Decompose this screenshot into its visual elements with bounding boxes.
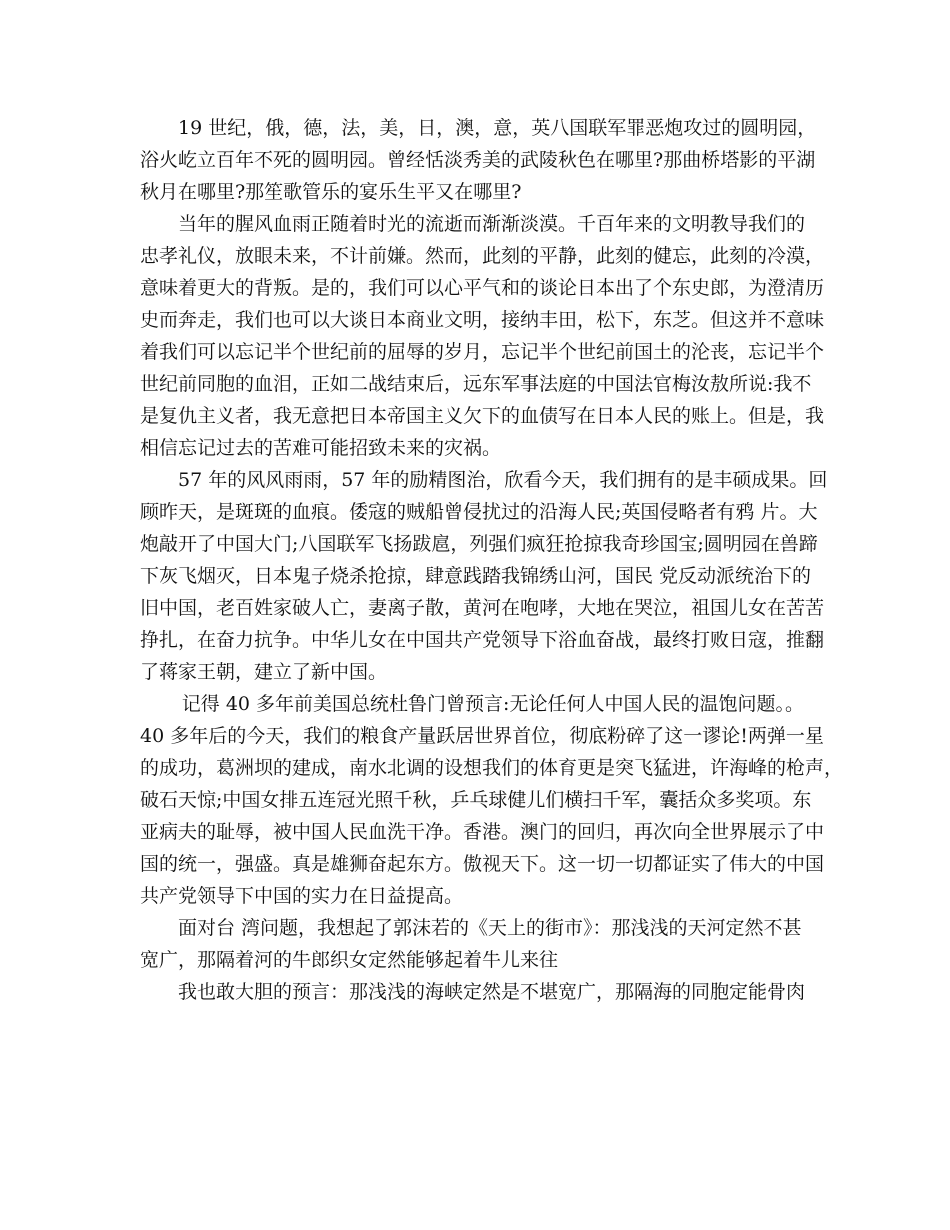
text-line: 史而奔走，我们也可以大谈日本商业文明，接纳丰田，松下，东芝。但这并不意味: [140, 309, 825, 331]
paragraph: [140, 112, 816, 208]
text-line: 40 多年后的今天，我们的粮食产量跃居世界首位，彻底粉碎了这一谬论!两弹一星: [140, 725, 824, 747]
text-line: 宽广，那隔着河的牛郎织女定然能够起着牛儿来往: [140, 949, 559, 971]
text-line: 记得 40 多年前美国总统杜鲁门曾预言:无论任何人中国人民的温饱问题。。: [181, 693, 804, 715]
paragraph: [140, 208, 825, 464]
text-line: 的成功，葛洲坝的建成，南水北调的设想我们的体育更是突飞猛进，许海峰的枪声，: [140, 757, 844, 779]
text-line: 下灰飞烟灭，日本鬼子烧杀抢掠，肆意践踏我锦绣山河，国民 党反动派统治下的: [140, 565, 812, 587]
paragraph: [140, 464, 828, 688]
text-line: 顾昨天，是斑斑的血痕。倭寇的贼船曾侵扰过的沿海人民;英国侵略者有鸦 片。大: [140, 501, 818, 523]
paragraph: [140, 912, 816, 976]
paragraph: [140, 688, 844, 912]
text-line: 19 世纪，俄，德，法，美，日，澳，意，英八国联军罪恶炮攻过的圆明园，: [178, 117, 817, 139]
text-line: 着我们可以忘记半个世纪前的屈辱的岁月，忘记半个世纪前国土的沦丧，忘记半个: [140, 341, 825, 363]
text-line: 秋月在哪里?那笙歌管乐的宴乐生平又在哪里?: [140, 181, 522, 203]
text-line: 忠孝礼仪，放眼未来，不计前嫌。然而，此刻的平静，此刻的健忘，此刻的冷漠，: [140, 245, 825, 267]
text-line: 世纪前同胞的血泪，正如二战结束后，远东军事法庭的中国法官梅汝敖所说:我不: [140, 373, 812, 395]
text-line: 是复仇主义者，我无意把日本帝国主义欠下的血债写在日本人民的账上。但是，我: [140, 405, 825, 427]
text-line: 浴火屹立百年不死的圆明园。曾经恬淡秀美的武陵秋色在哪里?那曲桥塔影的平湖: [140, 149, 816, 171]
text-line: 意味着更大的背叛。是的，我们可以心平气和的谈论日本出了个东史郎，为澄清历: [140, 277, 825, 299]
text-line: 我也敢大胆的预言：那浅浅的海峡定然是不堪宽广，那隔海的同胞定能骨肉: [178, 981, 806, 1003]
text-line: 炮敲开了中国大门;八国联军飞扬跋扈，列强们疯狂抢掠我奇珍国宝;圆明园在兽蹄: [140, 533, 818, 555]
text-line: 旧中国，老百姓家破人亡，妻离子散，黄河在咆哮，大地在哭泣，祖国儿女在苦苦: [140, 597, 825, 619]
text-line: 面对台 湾问题，我想起了郭沫若的《天上的街市》：那浅浅的天河定然不甚: [178, 917, 802, 939]
paragraph: [140, 976, 816, 1008]
document-body: [140, 112, 844, 1008]
text-line: 亚病夫的耻辱，被中国人民血洗干净。香港。澳门的回归，再次向全世界展示了中: [140, 821, 825, 843]
text-line: 相信忘记过去的苦难可能招致未来的灾祸。: [140, 437, 502, 459]
text-line: 破石天惊;中国女排五连冠光照千秋，乒乓球健儿们横扫千军，囊括众多奖项。东: [140, 789, 812, 811]
text-line: 共产党领导下中国的实力在日益提高。: [140, 885, 464, 907]
text-line: 57 年的风风雨雨，57 年的励精图治，欣看今天，我们拥有的是丰硕成果。回: [178, 469, 828, 491]
text-line: 当年的腥风血雨正随着时光的流逝而渐渐淡漠。千百年来的文明教导我们的: [178, 213, 806, 235]
text-line: 国的统一，强盛。真是雄狮奋起东方。傲视天下。这一切一切都证实了伟大的中国: [140, 853, 825, 875]
text-line: 了蒋家王朝，建立了新中国。: [140, 661, 388, 683]
text-line: 挣扎，在奋力抗争。中华儿女在中国共产党领导下浴血奋战，最终打败日寇，推翻: [140, 629, 825, 651]
